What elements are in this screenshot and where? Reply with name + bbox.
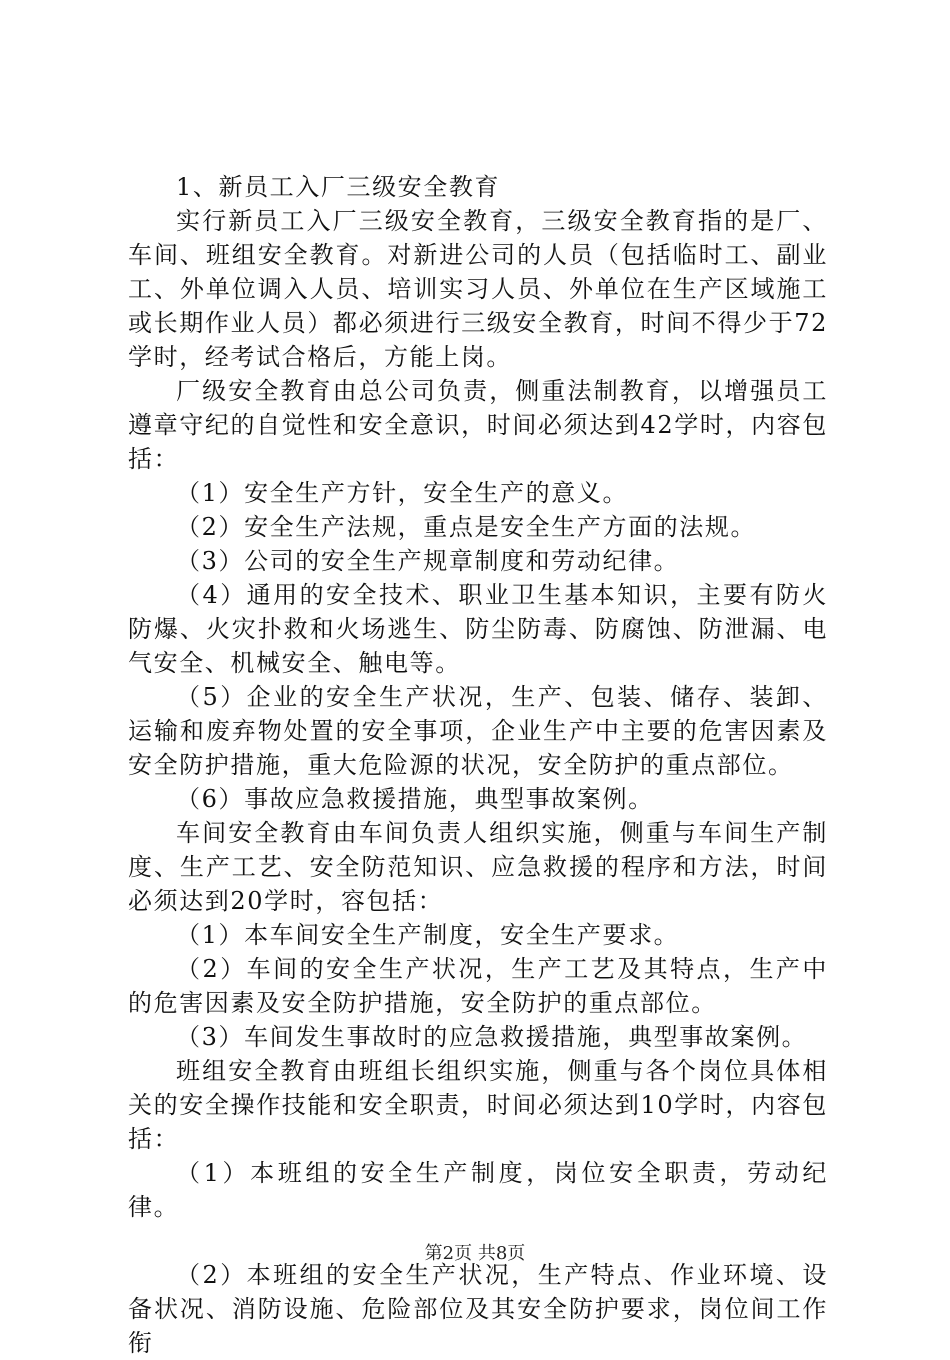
- paragraph-workshop-level: 车间安全教育由车间负责人组织实施，侧重与车间生产制度、生产工艺、安全防范知识、应急救援的程序和方法，时间必须达到20学时，容包括：: [128, 819, 828, 915]
- section-heading: 1、新员工入厂三级安全教育: [176, 173, 501, 201]
- list-item: （3）公司的安全生产规章制度和劳动纪律。: [176, 547, 680, 575]
- page-footer: [0, 1243, 950, 1265]
- list-item: （1）安全生产方针，安全生产的意义。: [176, 479, 629, 507]
- list-item: （3）车间发生事故时的应急救援措施，典型事故案例。: [176, 1023, 808, 1051]
- list-item: （4）通用的安全技术、职业卫生基本知识，主要有防火防爆、火灾扑救和火场逃生、防尘防毒、防腐蚀、防泄漏、电气安全、机械安全、触电等。: [128, 581, 828, 677]
- page-number: 第2页 共8页: [424, 1243, 526, 1264]
- document-body: [128, 170, 828, 1360]
- list-item: （2）安全生产法规，重点是安全生产方面的法规。: [176, 513, 757, 541]
- list-item: （1）本车间安全生产制度，安全生产要求。: [176, 921, 680, 949]
- list-item: （1）本班组的安全生产制度，岗位安全职责，劳动纪律。: [128, 1159, 828, 1221]
- list-item: （2）本班组的安全生产状况，生产特点、作业环境、设备状况、消防设施、危险部位及其安全防护要求，岗位间工作衔: [128, 1261, 828, 1357]
- paragraph-factory-level: 厂级安全教育由总公司负责，侧重法制教育，以增强员工遵章守纪的自觉性和安全意识，时间必须达到42学时，内容包括：: [128, 377, 828, 473]
- list-item: （2）车间的安全生产状况，生产工艺及其特点，生产中的危害因素及安全防护措施，安全防护的重点部位。: [128, 955, 828, 1017]
- paragraph-team-level: 班组安全教育由班组长组织实施，侧重与各个岗位具体相关的安全操作技能和安全职责，时间必须达到10学时，内容包括：: [128, 1057, 828, 1153]
- list-item: （6）事故应急救援措施，典型事故案例。: [176, 785, 654, 813]
- paragraph-intro: 实行新员工入厂三级安全教育，三级安全教育指的是厂、车间、班组安全教育。对新进公司的人员（包括临时工、副业工、外单位调入人员、培训实习人员、外单位在生产区域施工或长期作业人员）都必须进行三级安全教育，时间不得少于72学时，经考试合格后，方能上岗。: [128, 207, 828, 371]
- list-item: （5）企业的安全生产状况，生产、包装、储存、装卸、运输和废弃物处置的安全事项，企业生产中主要的危害因素及安全防护措施，重大危险源的状况，安全防护的重点部位。: [128, 683, 828, 779]
